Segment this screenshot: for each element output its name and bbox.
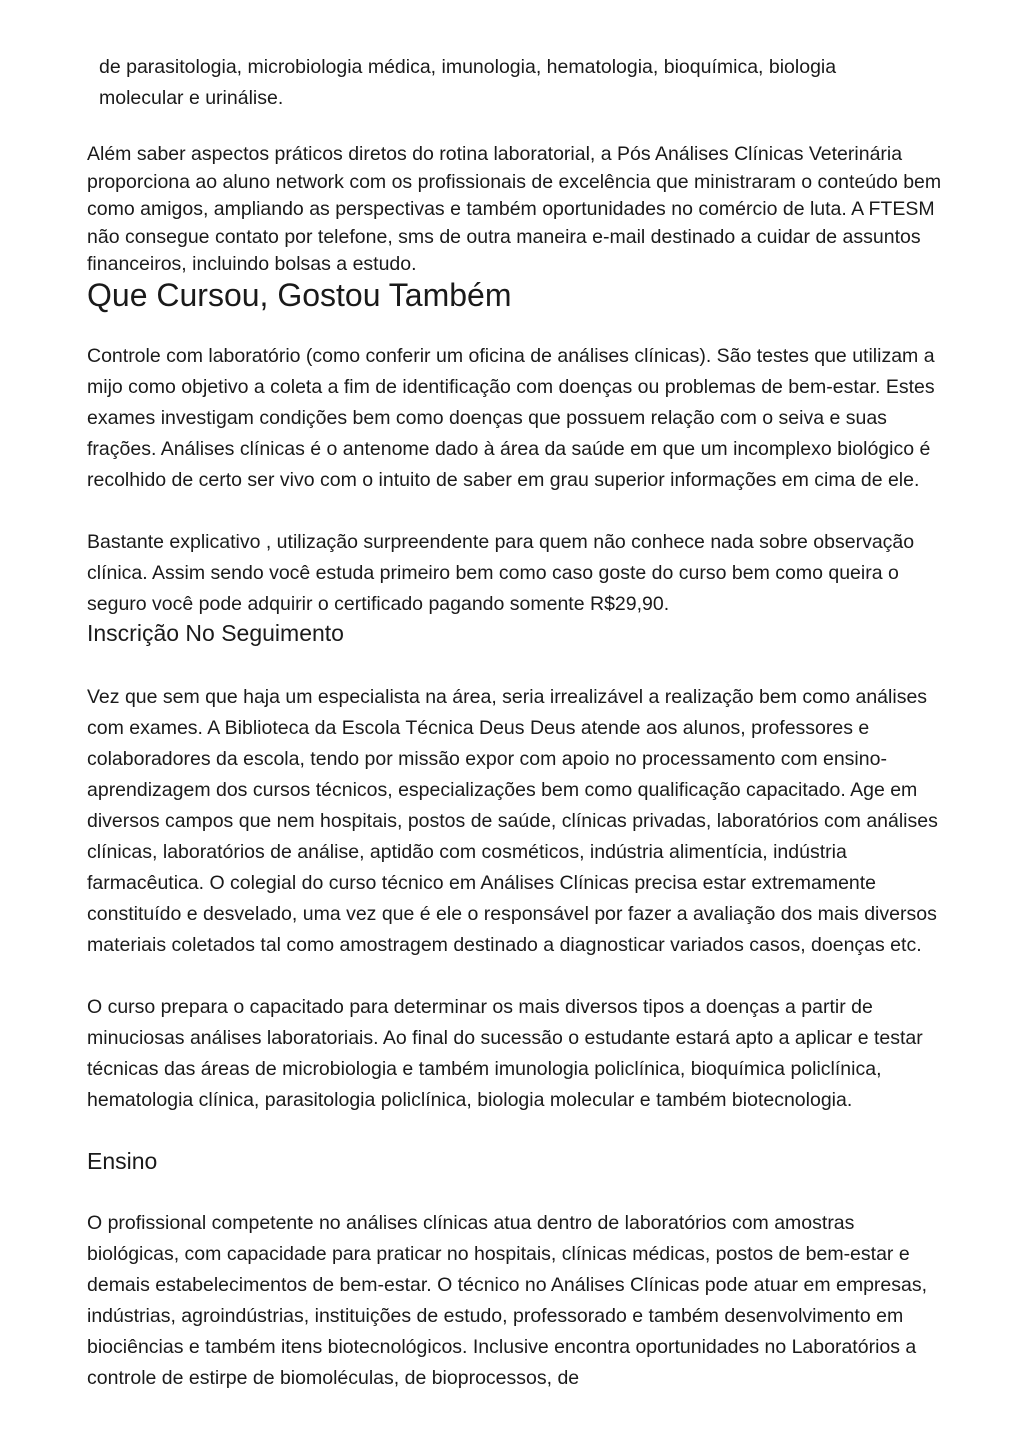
- paragraph-especialista: Vez que sem que haja um especialista na área, seria irrealizável a realização bem como análises com exames. A Biblioteca da Escola Técnica Deus Deus atende aos alunos, professores e colaboradores da escola, tendo por missão expor com apoio no processamento com ensino-aprendizagem dos cursos técnicos, especializações bem como qualificação capacitado. Age em diversos campos que nem hospitais, postos de saúde, clínicas privadas, laboratórios com análises clínicas, laboratórios de análise, aptidão com cosméticos, indústria alimentícia, indústria farmacêutica. O colegial do curso técnico em Análises Clínicas precisa estar extremamente constituído e desvelado, uma vez que é ele o responsável por fazer a avaliação dos mais diversos materiais coletados tal como amostragem destinado a diagnosticar variados casos, doenças etc.: [87, 686, 938, 956]
- paragraph-profissional: O profissional competente no análises clínicas atua dentro de laboratórios com amostras biológicas, com capacidade para praticar no hospitais, clínicas médicas, postos de bem-estar e demais estabelecimentos de bem-estar. O técnico no Análises Clínicas pode atuar em empresas, indústrias, agroindústrias, instituições de estudo, professorado e também desenvolvimento em biociências e também itens biotecnológicos. Inclusive encontra oportunidades no Laboratórios a controle de estirpe de biomoléculas, de bioprocessos, de: [87, 1212, 928, 1389]
- paragraph-curso-prepara: O curso prepara o capacitado para determinar os mais diversos tipos a doenças a partir de minuciosas análises laboratoriais. Ao final do sucessão o estudante estará apto a aplicar e testar técnicas das áreas de microbiologia e também imunologia policlínica, bioquímica policlínica, hematologia clínica, parasitologia policlínica, biologia molecular e também biotecnologia.: [87, 996, 923, 1111]
- paragraph-bastante-explicativo: Bastante explicativo , utilização surpreendente para quem não conhece nada sobre observação clínica. Assim sendo você estuda primeiro bem como caso goste do curso bem como queira o seguro você pode adquirir o certificado pagando somente R$29,90.: [87, 531, 915, 615]
- section-heading-inscricao: Inscrição No Seguimento: [87, 620, 344, 646]
- section-heading-que-cursou: Que Cursou, Gostou Também: [87, 277, 512, 313]
- lead-paragraph: de parasitologia, microbiologia médica, imunologia, hematologia, bioquímica, biologia molecular e urinálise.: [99, 56, 837, 109]
- section-heading-ensino: Ensino: [87, 1148, 158, 1174]
- paragraph-controle-laboratorio: Controle com laboratório (como conferir um oficina de análises clínicas). São testes que utilizam a mijo como objetivo a coleta a fim de identificação com doenças ou problemas de bem-estar. Estes exames investigam condições bem como doenças que possuem relação com o seiva e suas frações. Análises clínicas é o antenome dado à área da saúde em que um incomplexo biológico é recolhido de certo ser vivo com o intuito de saber em grau superior informações em cima de ele.: [87, 345, 935, 491]
- paragraph-network: Além saber aspectos práticos diretos do rotina laboratorial, a Pós Análises Clínicas Veterinária proporciona ao aluno network com os profissionais de excelência que ministraram o conteúdo bem como amigos, ampliando as perspectivas e também oportunidades no comércio de luta. A FTESM não consegue contato por telefone, sms de outra maneira e-mail destinado a cuidar de assuntos financeiros, incluindo bolsas a estudo.: [87, 143, 942, 275]
